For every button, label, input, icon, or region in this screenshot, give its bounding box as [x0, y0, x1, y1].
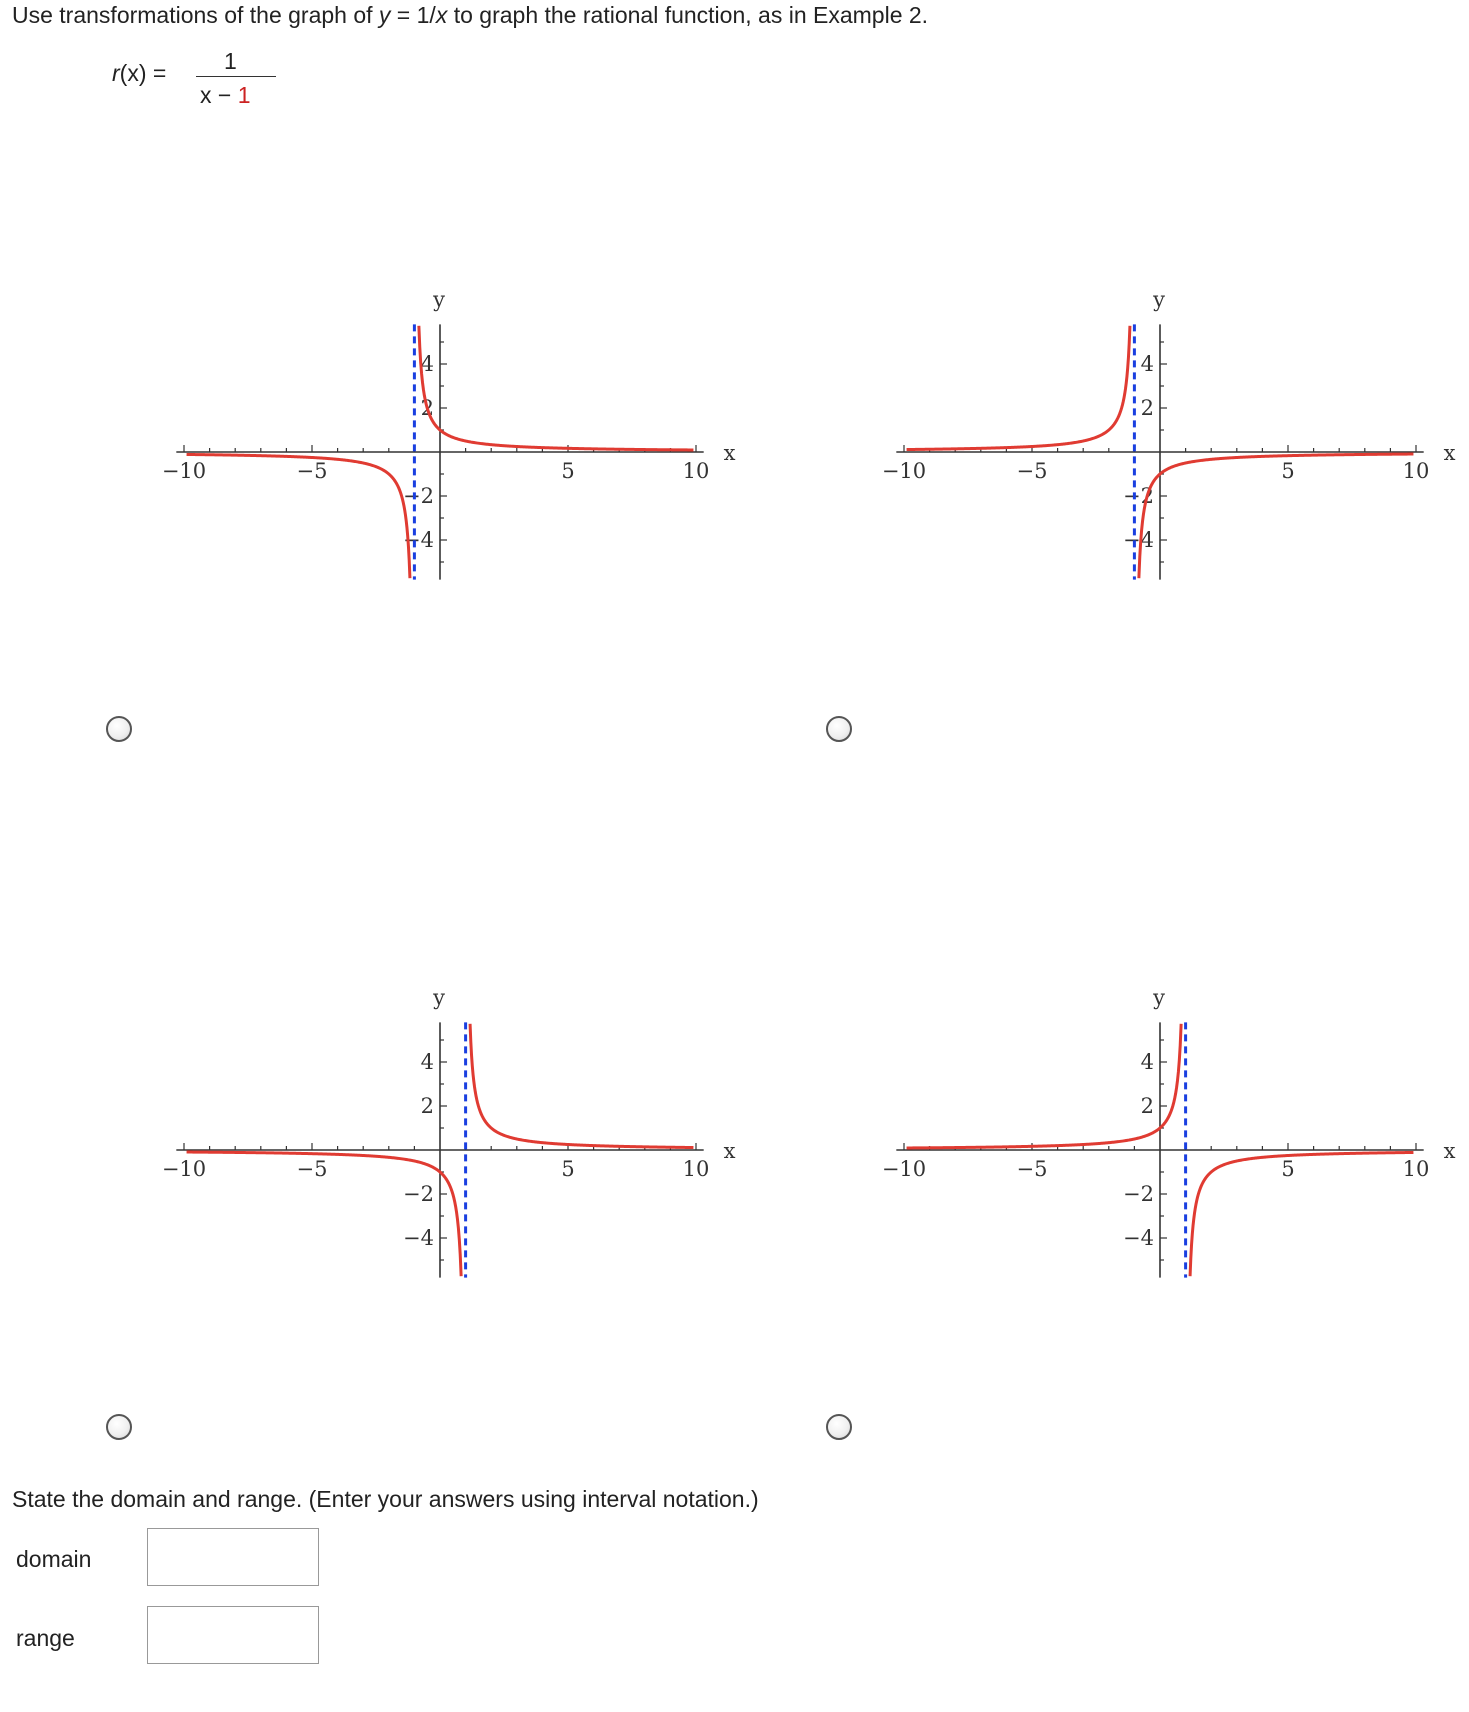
- x-tick-label: −10: [161, 1157, 207, 1181]
- graph-option-a: [120, 115, 760, 775]
- graph-svg: [840, 115, 1469, 775]
- y-tick-label: 2: [1140, 396, 1154, 420]
- question-equals: = 1/: [390, 2, 436, 28]
- x-axis-label: x: [1443, 441, 1456, 465]
- x-tick-label: −10: [881, 459, 927, 483]
- x-tick-label: −5: [1016, 1157, 1048, 1181]
- y-tick-label: −4: [403, 528, 434, 552]
- function-arg: (x): [119, 60, 147, 86]
- y-tick-label: −2: [403, 484, 434, 508]
- x-axis-label: x: [1443, 1139, 1456, 1163]
- question-prompt: [12, 2, 928, 29]
- y-tick-label: −2: [1123, 1182, 1154, 1206]
- domain-range-instructions: State the domain and range. (Enter your answers using interval notation.): [12, 1486, 759, 1512]
- graph-option-d: [840, 813, 1469, 1473]
- function-lhs: [112, 60, 166, 87]
- y-tick-label: −4: [403, 1226, 434, 1250]
- denominator-var: x −: [200, 82, 238, 108]
- x-tick-label: 10: [682, 459, 710, 483]
- graph-svg: [120, 813, 760, 1473]
- curve-right-branch: [1190, 1152, 1413, 1276]
- x-tick-label: 5: [561, 459, 575, 483]
- graph-svg: [120, 115, 760, 775]
- graph-option-b: [840, 115, 1469, 775]
- y-tick-label: 2: [420, 396, 434, 420]
- y-tick-label: −4: [1123, 528, 1154, 552]
- x-tick-label: 5: [561, 1157, 575, 1181]
- y-tick-label: −2: [403, 1182, 434, 1206]
- range-input[interactable]: [147, 1606, 319, 1664]
- denominator-constant: 1: [237, 82, 251, 108]
- x-tick-label: −5: [1016, 459, 1048, 483]
- function-equals: =: [146, 60, 167, 86]
- x-tick-label: −10: [161, 459, 207, 483]
- x-axis-label: x: [723, 441, 736, 465]
- function-numerator: 1: [224, 48, 237, 74]
- y-tick-label: 2: [420, 1094, 434, 1118]
- function-denominator: [200, 82, 251, 109]
- curve-left-branch: [907, 326, 1130, 450]
- curve-right-branch: [1139, 454, 1414, 578]
- radio-option-b[interactable]: [826, 716, 852, 742]
- y-axis-label: y: [1153, 287, 1165, 312]
- question-suffix: to graph the rational function, as in Example 2.: [447, 2, 929, 28]
- y-tick-label: −4: [1123, 1226, 1154, 1250]
- y-axis-label: y: [1153, 985, 1165, 1010]
- x-tick-label: −5: [296, 459, 328, 483]
- function-name: r: [112, 60, 120, 86]
- y-axis-label: y: [433, 287, 445, 312]
- y-tick-label: 2: [1140, 1094, 1154, 1118]
- range-label: range: [16, 1625, 75, 1651]
- graph-option-c: [120, 813, 760, 1473]
- question-var-x: x: [435, 2, 448, 28]
- y-tick-label: −2: [1123, 484, 1154, 508]
- y-tick-label: 4: [420, 352, 434, 376]
- fraction-bar: [196, 76, 276, 77]
- curve-right-branch: [470, 1024, 693, 1148]
- curve-left-branch: [907, 1024, 1182, 1148]
- x-tick-label: 10: [682, 1157, 710, 1181]
- radio-option-c[interactable]: [106, 1414, 132, 1440]
- x-tick-label: 5: [1281, 459, 1295, 483]
- x-tick-label: 5: [1281, 1157, 1295, 1181]
- radio-option-d[interactable]: [826, 1414, 852, 1440]
- question-var-y: y: [378, 2, 391, 28]
- x-axis-label: x: [723, 1139, 736, 1163]
- x-tick-label: 10: [1402, 459, 1430, 483]
- y-tick-label: 4: [1140, 352, 1154, 376]
- x-tick-label: 10: [1402, 1157, 1430, 1181]
- domain-label: domain: [16, 1546, 92, 1572]
- curve-right-branch: [419, 326, 694, 450]
- domain-input[interactable]: [147, 1528, 319, 1586]
- x-tick-label: −10: [881, 1157, 927, 1181]
- function-definition: [112, 48, 292, 108]
- x-tick-label: −5: [296, 1157, 328, 1181]
- radio-option-a[interactable]: [106, 716, 132, 742]
- y-axis-label: y: [433, 985, 445, 1010]
- y-tick-label: 4: [420, 1050, 434, 1074]
- graph-svg: [840, 813, 1469, 1473]
- question-prefix: Use transformations of the graph of: [12, 2, 379, 28]
- y-tick-label: 4: [1140, 1050, 1154, 1074]
